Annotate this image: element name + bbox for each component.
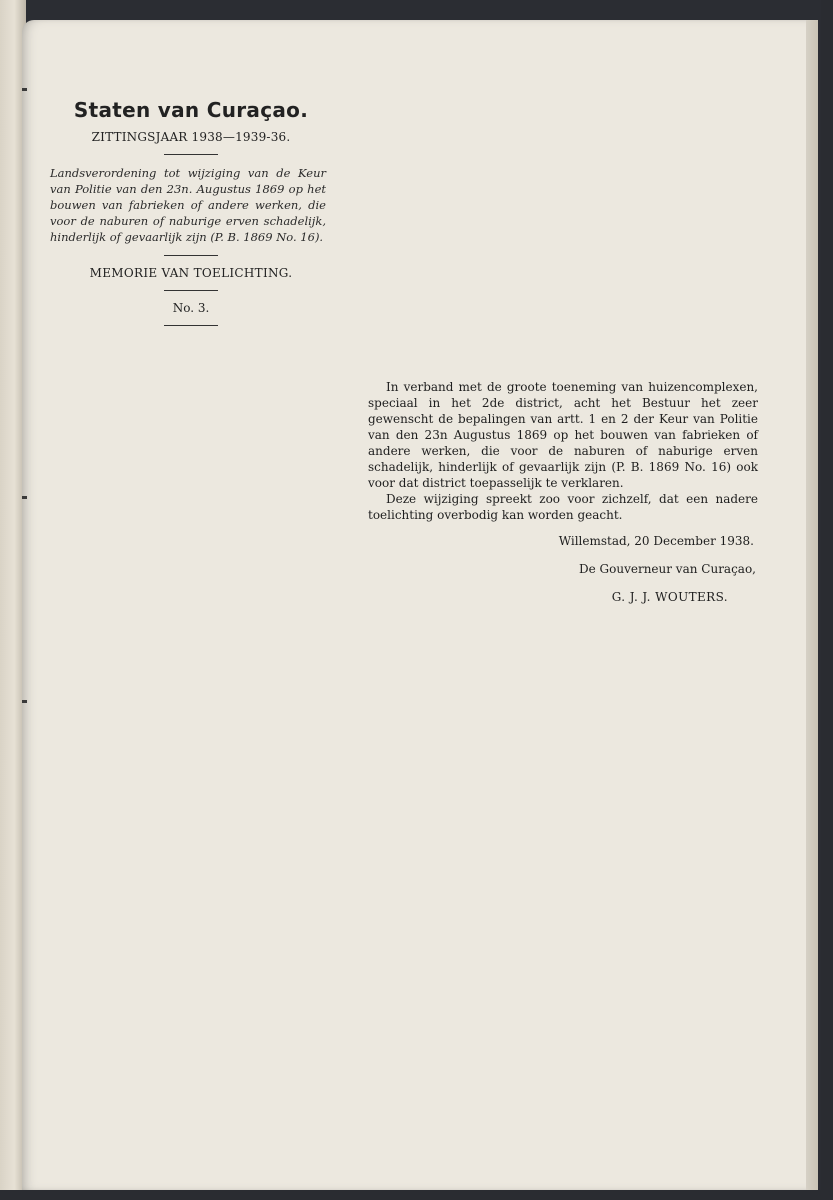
divider	[164, 154, 218, 155]
body-paragraph: Deze wijziging spreekt zoo voor zichzelf, dat een nadere toelichting overbodig kan worden geacht.	[368, 492, 758, 522]
divider	[164, 325, 218, 326]
margin-mark	[22, 88, 27, 91]
document-number: No. 3.	[172, 301, 210, 315]
divider	[164, 290, 218, 291]
session-year: ZITTINGSJAAR 1938—1939-36.	[91, 130, 291, 144]
scan-border-right	[821, 0, 833, 1200]
margin-mark	[22, 700, 27, 703]
document-title: Staten van Curaçao.	[73, 98, 309, 122]
governor-name: G. J. J. WOUTERS.	[611, 590, 728, 604]
place-date: Willemstad, 20 December 1938.	[558, 534, 754, 548]
subject-text: Landsverordening tot wijziging van de Keur van Politie van den 23n. Augustus 1869 op het bouwen van fabrieken of andere werken, die voor de naburen of naburige erven schadelijk, hinderlijk of gevaarlijk zijn (P. B. 1869 No. 16).	[50, 166, 326, 244]
memorie-heading: MEMORIE VAN TOELICHTING.	[89, 266, 293, 280]
page-right-edge	[806, 20, 818, 1190]
governor-title: De Gouverneur van Curaçao,	[579, 562, 756, 576]
body-paragraph: In verband met de groote toeneming van huizencomplexen, speciaal in het 2de district, acht het Bestuur het zeer gewenscht de bepalingen van artt. 1 en 2 der Keur van Politie van den 23n Augustus 1869 op het bouwen van fabrieken of andere werken, die voor de naburen of naburige erven schadelijk, hinderlijk of gevaarlijk zijn (P. B. 1869 No. 16) ook voor dat district toepasselijk te verklaren.	[368, 380, 758, 490]
divider	[164, 255, 218, 256]
document-header	[46, 98, 336, 336]
document-body	[368, 379, 758, 605]
margin-mark	[22, 496, 27, 499]
scan-border-bottom	[0, 1190, 833, 1200]
